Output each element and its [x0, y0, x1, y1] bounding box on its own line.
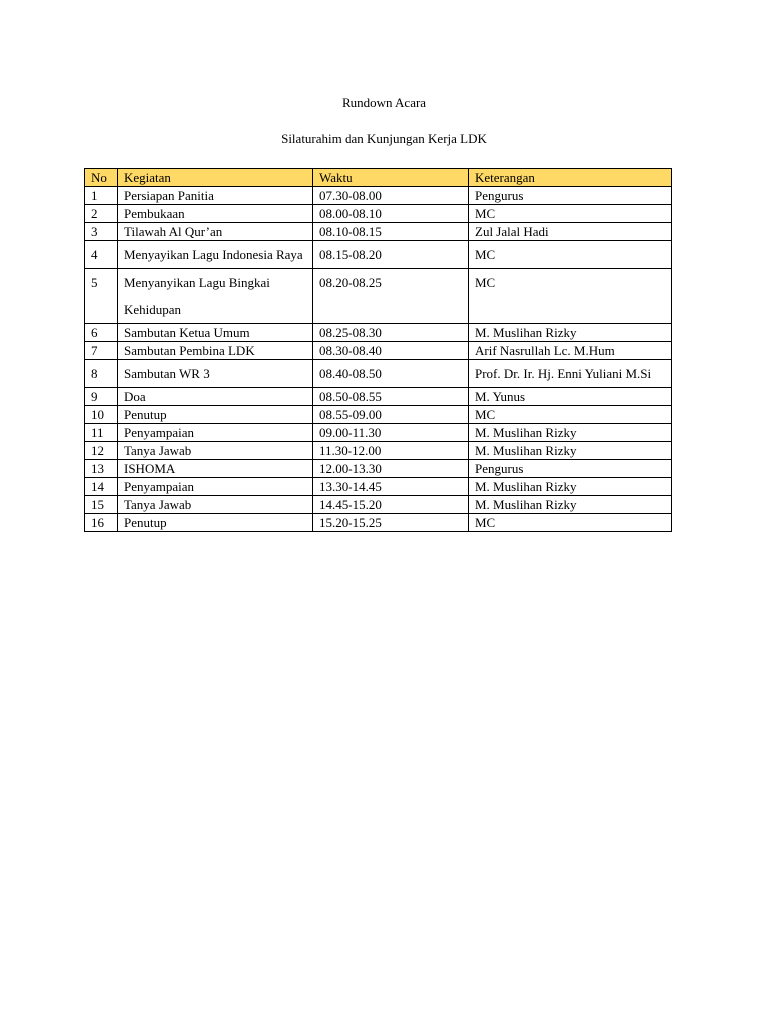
- table-cell-no: 3: [85, 223, 118, 241]
- table-cell-no: 1: [85, 187, 118, 205]
- table-body: [85, 187, 672, 532]
- table-row: [85, 460, 672, 478]
- table-cell-keterangan: M. Muslihan Rizky: [469, 324, 672, 342]
- table-cell-keterangan: MC: [469, 514, 672, 532]
- table-header-row: [85, 169, 672, 187]
- table-cell-no: 6: [85, 324, 118, 342]
- table-cell-no: 14: [85, 478, 118, 496]
- table-cell-waktu: 15.20-15.25: [313, 514, 469, 532]
- table-cell-kegiatan: Penutup: [118, 406, 313, 424]
- table-cell-keterangan: MC: [469, 205, 672, 223]
- table-row: [85, 424, 672, 442]
- table-cell-keterangan: M. Muslihan Rizky: [469, 424, 672, 442]
- table-cell-keterangan: Pengurus: [469, 460, 672, 478]
- table-cell-waktu: 08.00-08.10: [313, 205, 469, 223]
- rundown-table: [84, 168, 672, 532]
- table-cell-waktu: 08.55-09.00: [313, 406, 469, 424]
- table-cell-waktu: 08.20-08.25: [313, 269, 469, 324]
- table-cell-kegiatan: Menyayikan Lagu Indonesia Raya: [118, 241, 313, 269]
- table-cell-kegiatan: Penutup: [118, 514, 313, 532]
- table-cell-waktu: 08.30-08.40: [313, 342, 469, 360]
- table-cell-waktu: 12.00-13.30: [313, 460, 469, 478]
- table-cell-kegiatan: Pembukaan: [118, 205, 313, 223]
- document-title: Rundown Acara: [341, 95, 427, 110]
- table-cell-waktu: 13.30-14.45: [313, 478, 469, 496]
- table-cell-no: 4: [85, 241, 118, 269]
- column-header-no: No: [85, 169, 118, 187]
- table-row: [85, 205, 672, 223]
- table-cell-no: 8: [85, 360, 118, 388]
- table-cell-keterangan: Zul Jalal Hadi: [469, 223, 672, 241]
- table-cell-kegiatan: Menyanyikan Lagu Bingkai Kehidupan: [118, 269, 313, 324]
- table-cell-no: 13: [85, 460, 118, 478]
- table-cell-waktu: 08.50-08.55: [313, 388, 469, 406]
- table-cell-no: 12: [85, 442, 118, 460]
- table-row: [85, 187, 672, 205]
- table-cell-no: 15: [85, 496, 118, 514]
- table-row: [85, 342, 672, 360]
- table-cell-waktu: 08.40-08.50: [313, 360, 469, 388]
- table-cell-kegiatan: Persiapan Panitia: [118, 187, 313, 205]
- table-cell-keterangan: Arif Nasrullah Lc. M.Hum: [469, 342, 672, 360]
- table-cell-no: 7: [85, 342, 118, 360]
- table-cell-kegiatan: Doa: [118, 388, 313, 406]
- table-cell-waktu: 11.30-12.00: [313, 442, 469, 460]
- table-cell-waktu: 09.00-11.30: [313, 424, 469, 442]
- table-cell-waktu: 14.45-15.20: [313, 496, 469, 514]
- table-cell-no: 9: [85, 388, 118, 406]
- document-subtitle: Silaturahim dan Kunjungan Kerja LDK: [281, 131, 487, 146]
- table-cell-no: 11: [85, 424, 118, 442]
- table-cell-keterangan: Prof. Dr. Ir. Hj. Enni Yuliani M.Si: [469, 360, 672, 388]
- table-cell-keterangan: M. Muslihan Rizky: [469, 442, 672, 460]
- table-row: [85, 496, 672, 514]
- table-row: [85, 360, 672, 388]
- table-cell-kegiatan: Sambutan Pembina LDK: [118, 342, 313, 360]
- table-cell-kegiatan: Tanya Jawab: [118, 442, 313, 460]
- table-cell-no: 10: [85, 406, 118, 424]
- table-cell-kegiatan: Penyampaian: [118, 424, 313, 442]
- table-cell-keterangan: MC: [469, 269, 672, 324]
- table-row: [85, 324, 672, 342]
- table-row: [85, 269, 672, 324]
- table-cell-waktu: 08.25-08.30: [313, 324, 469, 342]
- table-cell-keterangan: MC: [469, 406, 672, 424]
- table-row: [85, 442, 672, 460]
- table-cell-no: 5: [85, 269, 118, 324]
- table-row: [85, 223, 672, 241]
- table-row: [85, 514, 672, 532]
- table-cell-kegiatan: Penyampaian: [118, 478, 313, 496]
- table-cell-keterangan: M. Yunus: [469, 388, 672, 406]
- table-cell-kegiatan: ISHOMA: [118, 460, 313, 478]
- table-cell-no: 16: [85, 514, 118, 532]
- table-cell-kegiatan: Sambutan Ketua Umum: [118, 324, 313, 342]
- table-cell-waktu: 07.30-08.00: [313, 187, 469, 205]
- table-cell-waktu: 08.10-08.15: [313, 223, 469, 241]
- table-cell-keterangan: M. Muslihan Rizky: [469, 496, 672, 514]
- table-cell-keterangan: M. Muslihan Rizky: [469, 478, 672, 496]
- table-row: [85, 388, 672, 406]
- column-header-kegiatan: Kegiatan: [118, 169, 313, 187]
- table-cell-no: 2: [85, 205, 118, 223]
- table-cell-kegiatan: Tanya Jawab: [118, 496, 313, 514]
- table-cell-keterangan: Pengurus: [469, 187, 672, 205]
- table-cell-kegiatan: Tilawah Al Qur’an: [118, 223, 313, 241]
- column-header-waktu: Waktu: [313, 169, 469, 187]
- table-cell-kegiatan: Sambutan WR 3: [118, 360, 313, 388]
- table-row: [85, 406, 672, 424]
- table-cell-waktu: 08.15-08.20: [313, 241, 469, 269]
- table-row: [85, 241, 672, 269]
- table-cell-keterangan: MC: [469, 241, 672, 269]
- table-row: [85, 478, 672, 496]
- column-header-keterangan: Keterangan: [469, 169, 672, 187]
